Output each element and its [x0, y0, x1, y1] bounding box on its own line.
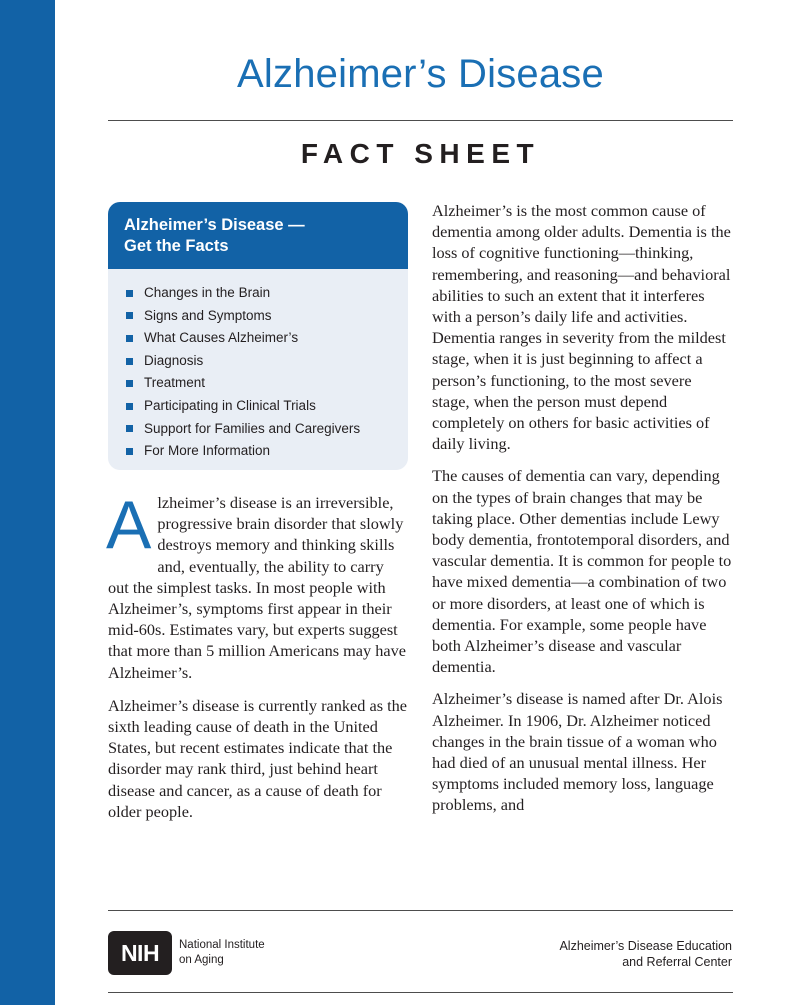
facts-list-item — [126, 395, 408, 418]
footer-org-line2: on Aging — [179, 953, 224, 966]
square-bullet-icon — [126, 335, 133, 342]
square-bullet-icon — [126, 425, 133, 432]
body-paragraph: The causes of dementia can vary, depending on the types of brain changes that may be taking place. Other dementias include Lewy body dementia, frontotemporal disorders, and vascular dementia. It is common for people to have mixed dementia—a combination of two or more disorders, at least one of which is dementia. For example, some people have both Alzheimer’s disease and vascular dementia. — [432, 466, 732, 677]
footer-center-line2: and Referral Center — [622, 955, 732, 969]
drop-cap-letter: A — [106, 487, 152, 563]
facts-box-heading — [108, 202, 408, 269]
footer-divider-top — [108, 910, 733, 911]
body-paragraph: Alzheimer’s disease is named after Dr. Alois Alzheimer. In 1906, Dr. Alzheimer noticed changes in the brain tissue of a woman who had died of an unusual mental illness. Her symptoms included memory loss, language problems, and — [432, 689, 723, 815]
footer-center-name — [559, 938, 732, 970]
intro-paragraph — [106, 487, 408, 683]
square-bullet-icon — [126, 312, 133, 319]
square-bullet-icon — [126, 358, 133, 365]
facts-list-item — [126, 327, 408, 350]
facts-list-item — [126, 372, 408, 395]
facts-sidebar-box — [108, 202, 408, 470]
footer-divider-bottom — [108, 992, 733, 993]
facts-list-item-label: Signs and Symptoms — [144, 307, 272, 323]
footer-organization — [179, 938, 265, 967]
facts-list-item — [126, 305, 408, 328]
facts-box-heading-line1: Alzheimer’s Disease — — [124, 216, 305, 234]
page-title: Alzheimer’s Disease — [237, 52, 604, 96]
facts-list-item-label: What Causes Alzheimer’s — [144, 330, 299, 346]
facts-list-item-label: For More Information — [144, 443, 271, 459]
nih-logo — [108, 931, 172, 975]
square-bullet-icon — [126, 448, 133, 455]
facts-topic-list — [108, 269, 408, 463]
facts-list-item — [126, 418, 408, 441]
footer-center-line1: Alzheimer’s Disease Education — [559, 939, 732, 953]
left-color-band — [0, 0, 55, 1005]
right-text-column — [432, 200, 733, 816]
facts-list-item — [126, 350, 408, 373]
title-divider — [108, 120, 733, 121]
body-paragraph: Alzheimer’s disease is currently ranked as the sixth leading cause of death in the United States, but recent estimates indicate that the disorder may rank third, just behind heart disease and cancer, as a cause of death for older people. — [108, 695, 407, 821]
square-bullet-icon — [126, 380, 133, 387]
facts-list-item-label: Changes in the Brain — [144, 285, 271, 300]
facts-list-item — [126, 282, 408, 305]
facts-list-item-label: Support for Families and Caregivers — [144, 420, 361, 436]
square-bullet-icon — [126, 290, 133, 297]
page-subtitle: FACT SHEET — [300, 138, 541, 169]
facts-list-item-label: Diagnosis — [144, 352, 204, 368]
intro-paragraph-text: lzheimer’s disease is an irreversible, progressive brain disorder that slowly destroys memory and thinking skills and, eventually, the ability to carry out the simplest tasks. In most people with Alzheimer’s, symptoms first appear in their mid-60s. Estimates vary, but experts suggest that more than 5 million Americans may have Alzheimer’s. — [108, 493, 406, 682]
body-paragraph: Alzheimer’s is the most common cause of dementia among older adults. Dementia is the loss of cognitive functioning—thinking, remembering, and reasoning—and behavioral abilities to such an extent that it interferes with a person’s daily life and activities. Dementia ranges in severity from the mildest stage, when it is just beginning to affect a person’s functioning, to the most severe stage, when the person must depend completely on others for basic activities of daily living. — [432, 201, 731, 454]
facts-box-heading-line2: Get the Facts — [124, 237, 229, 255]
facts-list-item-label: Participating in Clinical Trials — [144, 397, 316, 413]
footer-org-line1: National Institute — [179, 939, 265, 951]
facts-list-item — [126, 440, 408, 463]
left-text-column — [106, 487, 408, 822]
facts-list-item-label: Treatment — [144, 375, 206, 391]
nih-logo-text: NIH — [120, 939, 160, 966]
square-bullet-icon — [126, 403, 133, 410]
